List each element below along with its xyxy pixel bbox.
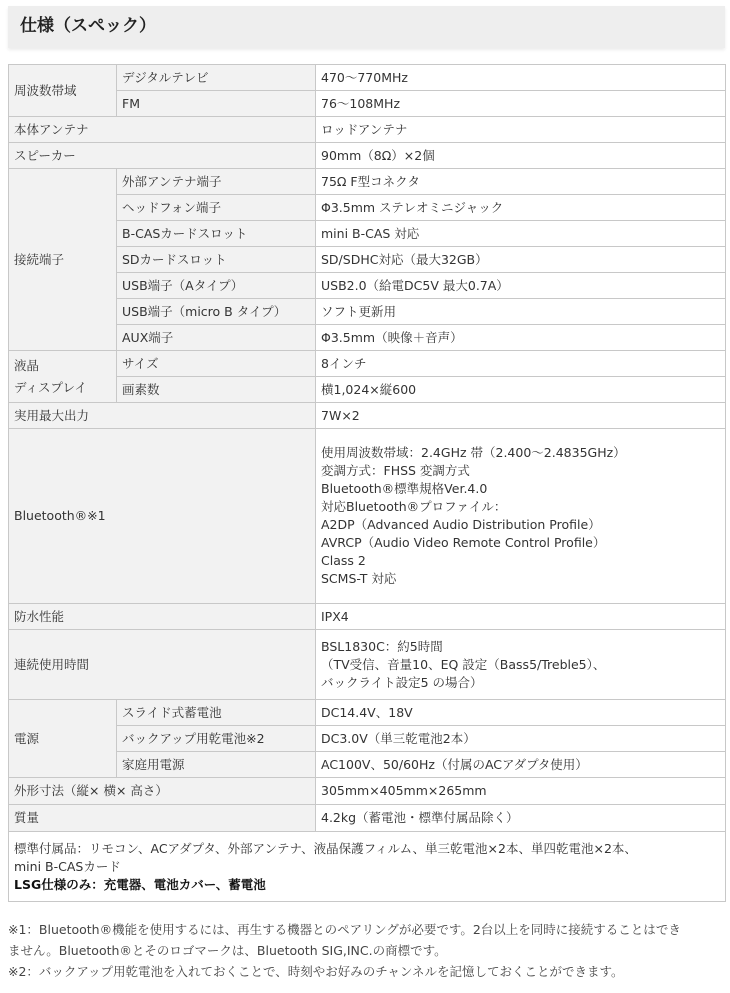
- table-row: [9, 65, 726, 91]
- conn-item-label: USB端子（micro B タイプ）: [117, 299, 316, 325]
- conn-item-value: SD/SDHC対応（最大32GB）: [316, 247, 726, 273]
- dims-label: 外形寸法（縦× 横× 高さ）: [9, 778, 316, 805]
- table-row: [9, 117, 726, 143]
- accessories-line: 標準付属品：リモコン、ACアダプタ、外部アンテナ、液晶保護フィルム、単三乾電池×2本、単四乾電池×2本、: [14, 840, 637, 856]
- freq-tv-label: デジタルテレビ: [117, 65, 316, 91]
- lcd-pixels-value: 横1,024×縦600: [316, 377, 726, 403]
- conn-item-label: 外部アンテナ端子: [117, 169, 316, 195]
- conn-item-value: Φ3.5mm（映像＋音声）: [316, 325, 726, 351]
- time-line: BSL1830C：約5時間: [321, 638, 443, 654]
- conn-item-label: USB端子（Aタイプ）: [117, 273, 316, 299]
- table-row: [9, 778, 726, 805]
- table-row: [9, 221, 726, 247]
- table-row: [9, 805, 726, 832]
- bt-line: Bluetooth®標準規格Ver.4.0: [321, 481, 488, 496]
- conn-label: 接続端子: [9, 169, 117, 351]
- power-item-label: スライド式蓄電池: [117, 700, 316, 726]
- speaker-label: スピーカー: [9, 143, 316, 169]
- table-row: [9, 91, 726, 117]
- time-line: （TV受信、音量10、EQ 設定（Bass5/Treble5）、: [321, 656, 606, 672]
- footnote-1-line1: ※1：Bluetooth®機能を使用するには、再生する機器とのペアリングが必要です。2台以上を同時に接続することはでき: [8, 922, 681, 937]
- table-row: [9, 726, 726, 752]
- table-row: [9, 351, 726, 377]
- lcd-label: [9, 351, 117, 403]
- spec-table: [8, 64, 726, 902]
- conn-item-value: ソフト更新用: [316, 299, 726, 325]
- table-row: [9, 143, 726, 169]
- conn-item-label: B-CASカードスロット: [117, 221, 316, 247]
- freq-tv-value: 470～770MHz: [316, 65, 726, 91]
- conn-item-label: AUX端子: [117, 325, 316, 351]
- conn-item-value: USB2.0（給電DC5V 最大0.7A）: [316, 273, 726, 299]
- power-item-label: バックアップ用乾電池※2: [117, 726, 316, 752]
- power-label: 電源: [9, 700, 117, 778]
- bt-line: Class 2: [321, 553, 366, 568]
- lcd-label-line1: 液晶: [14, 357, 40, 373]
- time-line: バックライト設定5 の場合）: [321, 674, 483, 690]
- water-value: IPX4: [316, 604, 726, 630]
- conn-item-label: SDカードスロット: [117, 247, 316, 273]
- table-row: [9, 752, 726, 778]
- conn-item-value: Φ3.5mm ステレオミニジャック: [316, 195, 726, 221]
- freq-fm-value: 76～108MHz: [316, 91, 726, 117]
- accessories-line: mini B-CASカード: [14, 858, 121, 874]
- dims-value: 305mm×405mm×265mm: [316, 778, 726, 805]
- table-row: [9, 169, 726, 195]
- power-item-value: DC3.0V（単三乾電池2本）: [316, 726, 726, 752]
- table-row: [9, 247, 726, 273]
- table-row: [9, 630, 726, 700]
- time-value: [316, 630, 726, 700]
- bt-line: 対応Bluetooth®プロファイル：: [321, 499, 507, 514]
- table-row: [9, 429, 726, 604]
- footnote-2: ※2：バックアップ用乾電池を入れておくことで、時刻やお好みのチャンネルを記憶しておくことができます。: [8, 964, 624, 979]
- bt-line: 使用周波数帯域：2.4GHz 帯（2.400～2.4835GHz）: [321, 445, 626, 460]
- conn-item-label: ヘッドフォン端子: [117, 195, 316, 221]
- lcd-label-line2: ディスプレイ: [14, 379, 87, 395]
- freq-label: 周波数帯域: [9, 65, 117, 117]
- lcd-size-value: 8インチ: [316, 351, 726, 377]
- freq-fm-label: FM: [117, 91, 316, 117]
- table-row: [9, 325, 726, 351]
- table-row: [9, 377, 726, 403]
- footnote-1-line2: ません。Bluetooth®とそのロゴマークは、Bluetooth SIG,INC.の商標です。: [8, 943, 447, 958]
- table-row: [9, 195, 726, 221]
- output-label: 実用最大出力: [9, 403, 316, 429]
- page-title: 仕様（スペック）: [8, 6, 725, 48]
- power-item-value: DC14.4V、18V: [316, 700, 726, 726]
- mass-label: 質量: [9, 805, 316, 832]
- table-row: [9, 273, 726, 299]
- output-value: 7W×2: [316, 403, 726, 429]
- time-label: 連続使用時間: [9, 630, 316, 700]
- footnotes: [8, 919, 725, 982]
- bt-line: AVRCP（Audio Video Remote Control Profile）: [321, 535, 606, 550]
- conn-item-value: mini B-CAS 対応: [316, 221, 726, 247]
- lcd-size-label: サイズ: [117, 351, 316, 377]
- antenna-label: 本体アンテナ: [9, 117, 316, 143]
- accessories-cell: [9, 832, 726, 902]
- bt-line: 変調方式：FHSS 変調方式: [321, 463, 470, 478]
- mass-value: 4.2kg（蓄電池・標準付属品除く）: [316, 805, 726, 832]
- water-label: 防水性能: [9, 604, 316, 630]
- power-item-value: AC100V、50/60Hz（付属のACアダプタ使用）: [316, 752, 726, 778]
- table-row: [9, 604, 726, 630]
- table-row: [9, 700, 726, 726]
- table-row: [9, 299, 726, 325]
- table-row: [9, 403, 726, 429]
- speaker-value: 90mm（8Ω）×2個: [316, 143, 726, 169]
- antenna-value: ロッドアンテナ: [316, 117, 726, 143]
- lcd-pixels-label: 画素数: [117, 377, 316, 403]
- conn-item-value: 75Ω F型コネクタ: [316, 169, 726, 195]
- power-item-label: 家庭用電源: [117, 752, 316, 778]
- table-row: [9, 832, 726, 902]
- bt-label: Bluetooth®※1: [9, 429, 316, 604]
- bt-line: A2DP（Advanced Audio Distribution Profile）: [321, 517, 601, 532]
- bt-value: [316, 429, 726, 604]
- bt-line: SCMS-T 対応: [321, 571, 397, 586]
- accessories-lsg-line: LSG仕様のみ：充電器、電池カバー、蓄電池: [14, 876, 266, 892]
